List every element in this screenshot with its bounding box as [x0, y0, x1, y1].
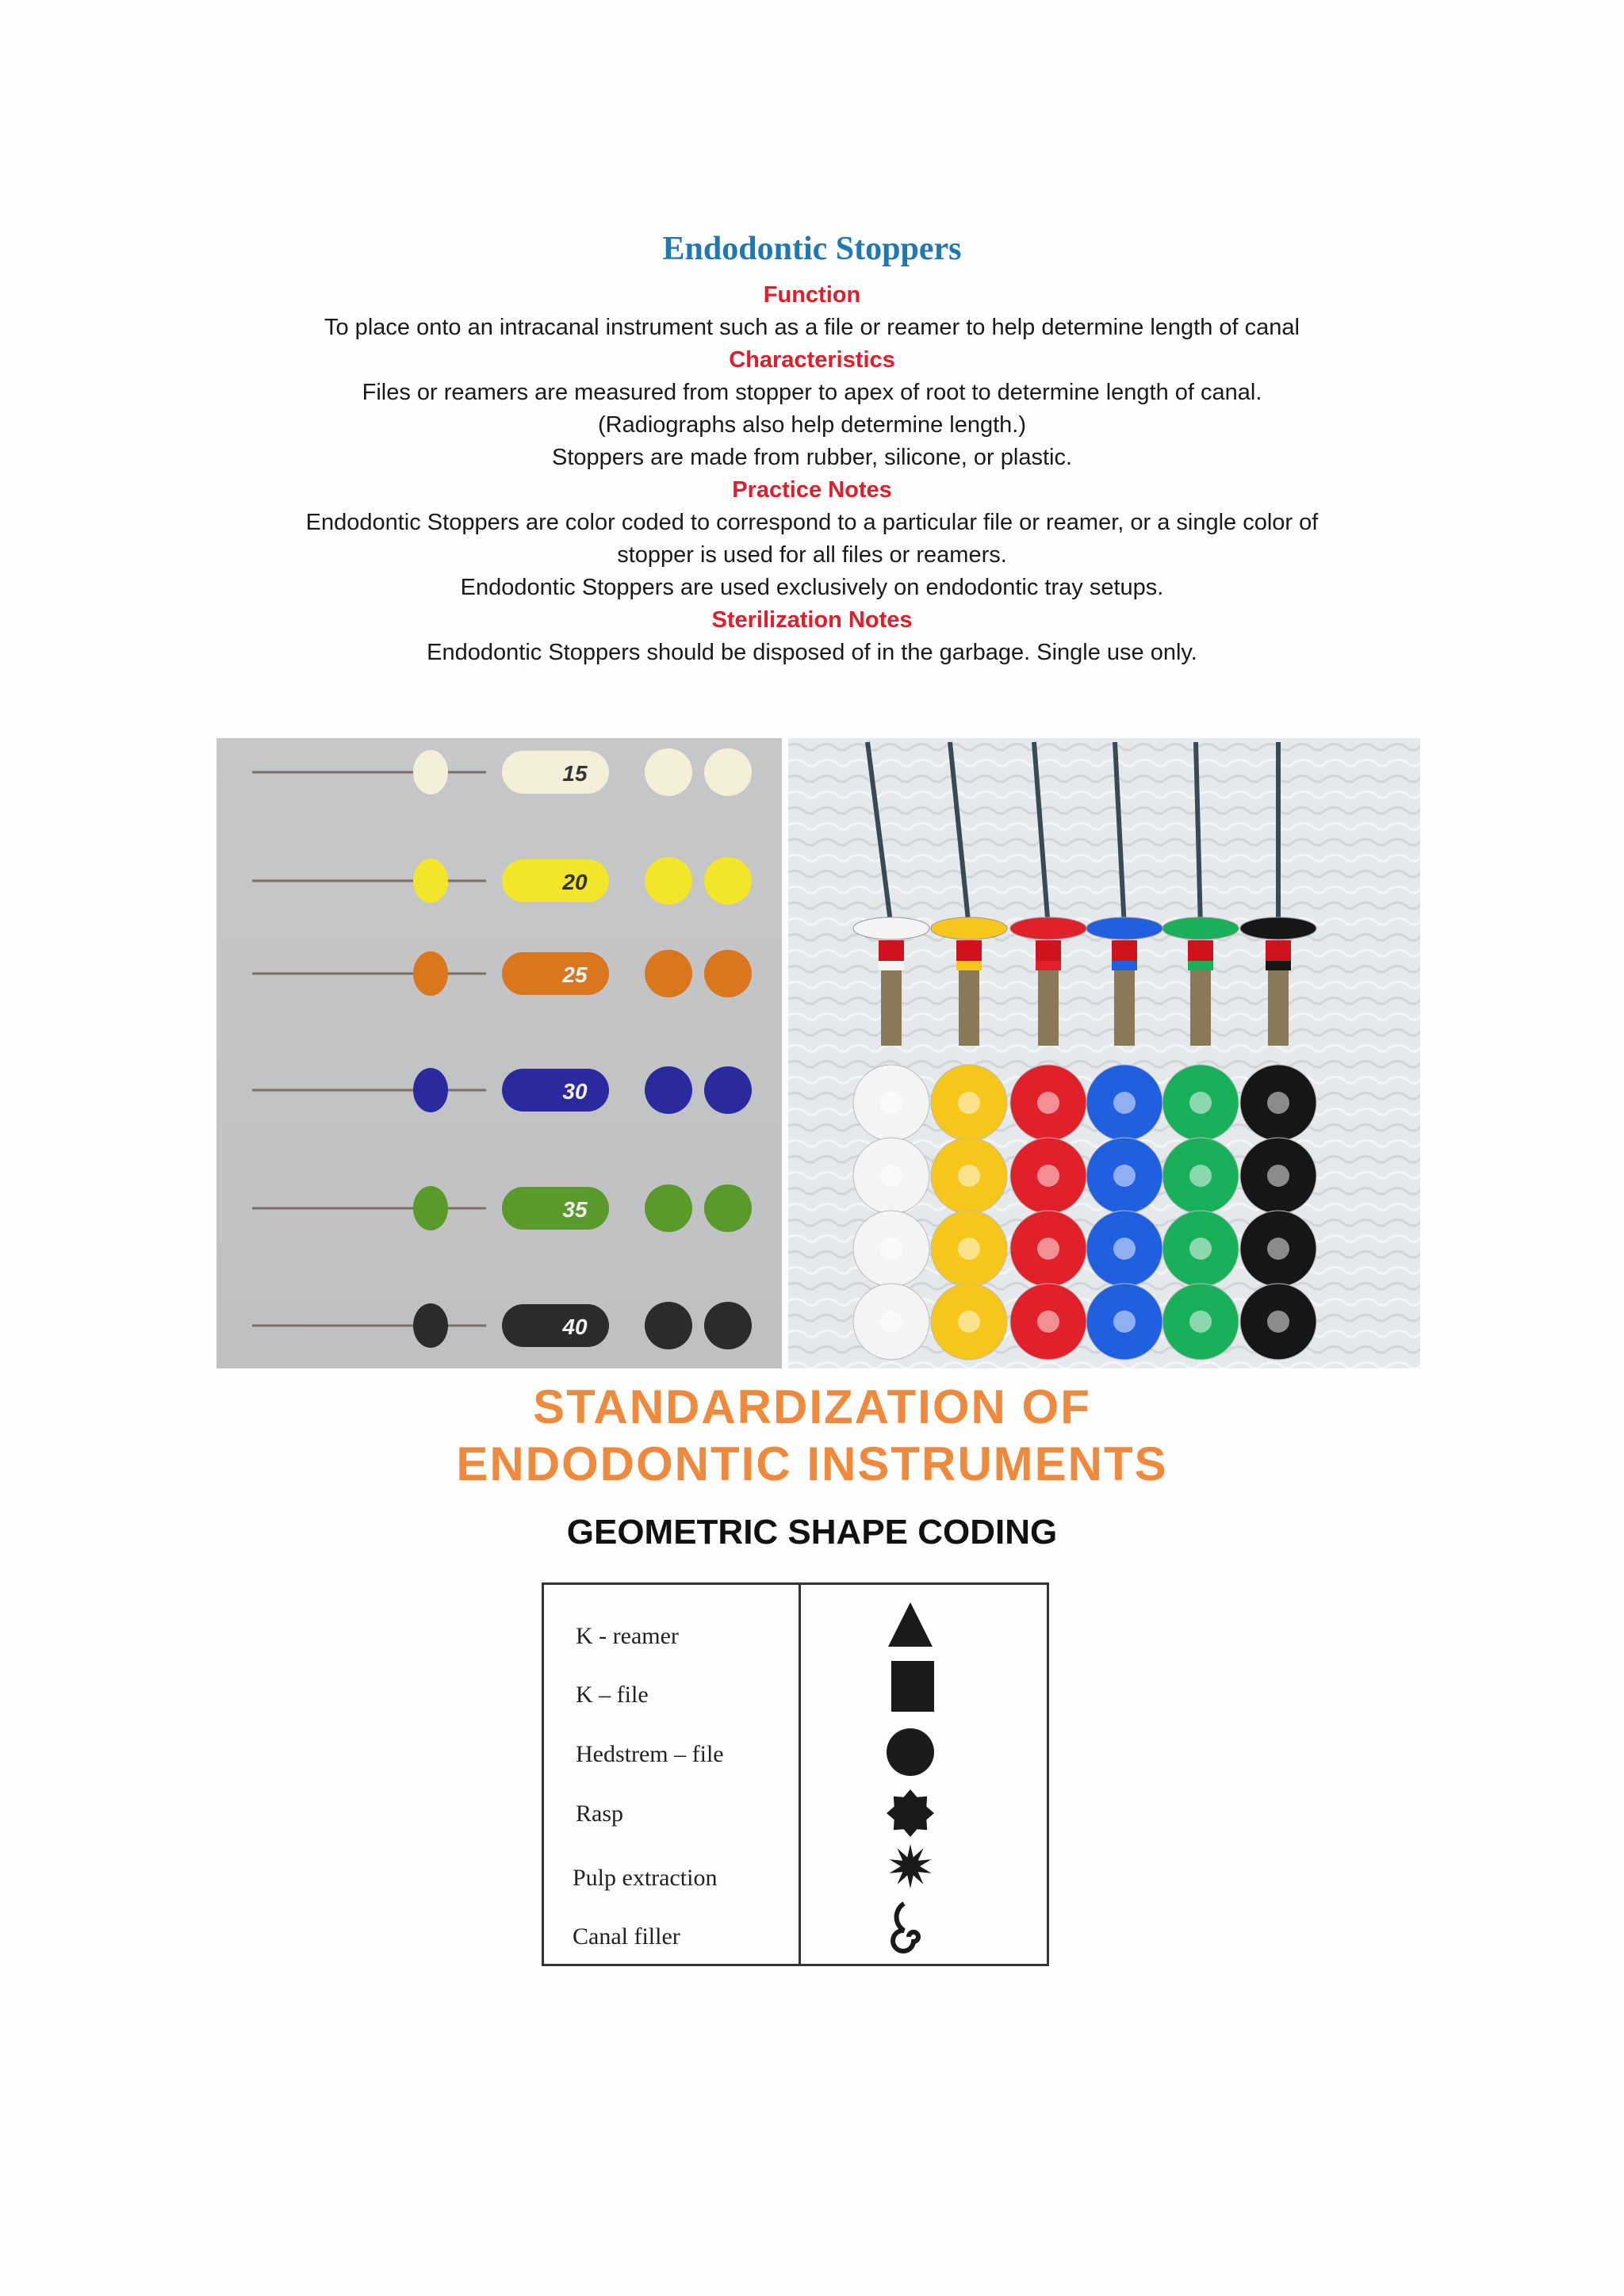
handle-color-band: [956, 961, 982, 970]
stopper-row-35: [252, 1184, 752, 1232]
loose-stopper: [645, 748, 692, 796]
square-icon: [891, 1661, 934, 1712]
file-handle: [502, 1069, 609, 1112]
stopper-row-30: [252, 1066, 752, 1114]
disc-center: [1189, 1238, 1212, 1260]
handle-color-band: [1266, 961, 1291, 970]
disc-center: [1189, 1092, 1212, 1114]
file-handle: [502, 952, 609, 995]
file-handle: [1114, 970, 1135, 1046]
disc-center: [1113, 1165, 1136, 1187]
handle-color-band: [879, 961, 904, 970]
stopper-disc: [931, 917, 1007, 939]
stopper-disc: [1240, 917, 1316, 939]
handle-color-band: [1112, 961, 1137, 970]
stopper-disc: [1162, 917, 1239, 939]
loose-stopper: [704, 748, 752, 796]
loose-stopper: [704, 857, 752, 905]
handle-red-band: [1266, 940, 1291, 961]
handle-color-band: [1188, 961, 1213, 970]
disc-center: [880, 1238, 902, 1260]
disc-center: [1037, 1311, 1059, 1333]
file-handle: [502, 1187, 609, 1230]
loose-stopper: [704, 1184, 752, 1232]
size-label: 35: [562, 1197, 588, 1222]
standardization-title-line-2: ENDODONTIC INSTRUMENTS: [456, 1437, 1168, 1490]
spiral-icon: [893, 1904, 918, 1951]
disc-center: [1113, 1311, 1136, 1333]
handle-red-band: [956, 940, 982, 961]
file-handle: [1268, 970, 1289, 1046]
characteristics-line-2: (Radiographs also help determine length.): [597, 412, 1027, 438]
disc-center: [880, 1092, 902, 1114]
disc-center: [958, 1092, 980, 1114]
disc-center: [958, 1165, 980, 1187]
stoppers-on-files-photo: [788, 738, 1420, 1368]
page-title: Endodontic Stoppers: [662, 231, 962, 267]
handle-red-band: [1188, 940, 1213, 961]
stopper-row-25: [252, 950, 752, 997]
row-label-canal-filler: Canal filler: [573, 1923, 680, 1950]
stopper-disc: [413, 1303, 448, 1348]
practice-line-2: stopper is used for all files or reamers.: [617, 542, 1007, 568]
disc-center: [1267, 1165, 1289, 1187]
stopper-disc: [853, 917, 929, 939]
stopper-row-15: [252, 748, 752, 796]
size-label: 40: [562, 1314, 588, 1339]
characteristics-line-1: Files or reamers are measured from stopper to apex of root to determine length of canal.: [362, 380, 1262, 405]
standardization-title-line-1: STANDARDIZATION OF: [533, 1380, 1091, 1433]
function-heading: Function: [763, 282, 861, 308]
loose-stopper: [645, 1066, 692, 1114]
disc-center: [880, 1311, 902, 1333]
file-handle: [1038, 970, 1059, 1046]
handle-color-band: [1036, 961, 1061, 970]
disc-center: [1113, 1238, 1136, 1260]
stopper-disc: [413, 951, 448, 996]
file-handle: [502, 751, 609, 794]
color-coded-stoppers-photo: [216, 738, 782, 1368]
stopper-disc: [413, 859, 448, 903]
row-label-rasp: Rasp: [576, 1800, 623, 1827]
disc-center: [1113, 1092, 1136, 1114]
stopper-row-20: [252, 857, 752, 905]
row-label-k-file: K – file: [576, 1682, 649, 1708]
sterilization-heading: Sterilization Notes: [711, 607, 913, 633]
geometric-shape-coding-heading: GEOMETRIC SHAPE CODING: [566, 1513, 1058, 1552]
characteristics-heading: Characteristics: [729, 347, 895, 373]
sterilization-text: Endodontic Stoppers should be disposed of in the garbage. Single use only.: [427, 640, 1197, 665]
size-label: 25: [562, 962, 588, 987]
practice-line-1: Endodontic Stoppers are color coded to correspond to a particular file or reamer, or a single color of: [305, 510, 1319, 535]
disc-center: [1189, 1165, 1212, 1187]
circle-icon: [887, 1728, 934, 1776]
stoppers-on-files-illustration: [216, 738, 782, 1368]
star-burst-icon: [889, 1844, 931, 1888]
size-label: 30: [562, 1079, 588, 1104]
loose-stopper: [645, 857, 692, 905]
stopper-disc: [413, 750, 448, 794]
stopper-disc: [413, 1068, 448, 1112]
disc-center: [1037, 1165, 1059, 1187]
handle-red-band: [1112, 940, 1137, 961]
loose-stopper: [704, 1302, 752, 1349]
shape-coding-table: [542, 1582, 1049, 1966]
disc-center: [1267, 1238, 1289, 1260]
row-label-k-reamer: K - reamer: [576, 1623, 679, 1649]
triangle-icon: [888, 1602, 933, 1647]
shape-icons: [544, 1585, 1051, 1969]
function-text: To place onto an intracanal instrument such as a file or reamer to help determine length of canal: [324, 315, 1300, 340]
file-handle: [502, 859, 609, 902]
stopper-disc: [1010, 917, 1086, 939]
disc-center: [880, 1165, 902, 1187]
loose-stopper: [704, 1066, 752, 1114]
file-handle: [881, 970, 902, 1046]
handle-red-band: [879, 940, 904, 961]
file-handle: [959, 970, 979, 1046]
loose-stopper: [645, 1184, 692, 1232]
characteristics-line-3: Stoppers are made from rubber, silicone, or plastic.: [551, 445, 1073, 470]
stopper-disc: [413, 1186, 448, 1230]
practice-line-3: Endodontic Stoppers are used exclusively on endodontic tray setups.: [460, 575, 1164, 600]
disc-center: [1267, 1092, 1289, 1114]
size-label: 20: [562, 870, 588, 894]
loose-stopper: [645, 950, 692, 997]
file-handle: [1190, 970, 1211, 1046]
stopper-disc: [1086, 917, 1162, 939]
practice-notes-heading: Practice Notes: [732, 477, 892, 503]
disc-center: [1037, 1092, 1059, 1114]
size-label: 15: [562, 761, 588, 786]
disc-center: [958, 1311, 980, 1333]
octagon-star-icon: [887, 1789, 934, 1837]
stopper-discs-illustration: [788, 738, 1420, 1368]
handle-red-band: [1036, 940, 1061, 961]
disc-center: [1189, 1311, 1212, 1333]
disc-center: [958, 1238, 980, 1260]
file-handle: [502, 1304, 609, 1347]
loose-stopper: [645, 1302, 692, 1349]
stopper-row-40: [252, 1302, 752, 1349]
stopper-info-block: [0, 230, 1624, 669]
disc-center: [1267, 1311, 1289, 1333]
loose-stopper: [704, 950, 752, 997]
row-label-pulp-extraction: Pulp extraction: [573, 1865, 718, 1891]
disc-center: [1037, 1238, 1059, 1260]
row-label-hedstrem-file: Hedstrem – file: [576, 1741, 724, 1767]
